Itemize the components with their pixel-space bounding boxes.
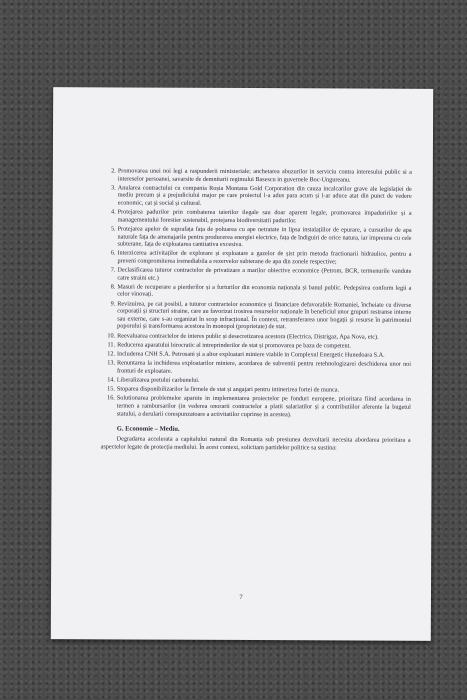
list-item-text: Liberalizarea pretului carbunelui.: [116, 376, 200, 384]
list-item-number: 6.: [110, 249, 116, 257]
list-item: [102, 225, 412, 249]
list-item: [101, 283, 411, 300]
list-item-number: 3.: [111, 184, 116, 192]
list-item-number: 13.: [107, 359, 116, 367]
list-item-text: Reducerea aparatului birocratic al intreprinderilor de stat și promovarea pe baza de competent.: [117, 341, 351, 350]
list-item-text: Masuri de recuperare a pierderilor și a furturilor din economia naționala și banul public. Pedepsirea conform legii a celor vinovați.: [117, 283, 412, 299]
section-paragraph: Degradarea accelerata a capitalului natural din Romania sub presiunea dezvoltarii necesita abordarea prioritara a aspectelor legate de protecția mediului. În acest context, solicitam partidelor politice sa sustina:: [100, 435, 411, 452]
list-item: [101, 395, 411, 419]
list-item-text: Renuntarea la inchiderea exploatarilor miniere, acordarea de subventii pentru retehnologizarei deschiderea unor noi fronturi de exploatare.: [116, 359, 412, 375]
list-item: [101, 266, 411, 283]
list-item-text: Revizuirea, pe cat posibil, a tuturor contractelor economice și financiare defavorabile Romaniei, încheiate cu diverse corporații și structuri straine, care au favorizat irosirea resurselor naționale în beneficiul unor grupuri restranse interne sau externe, care s-au organizat în scop infracțional. În context, retransferarea unor bogații și resurse în patrimoniul poporului și transformarea acestora în monopol (proprietate) de stat.: [117, 300, 412, 331]
list-item-text: Protejarea padurilor prin combaterea taierilor ilegale sau doar aparent legale, promovarea impaduririlor și a managementului forestier sustenabil, protejarea biodiversitatii padurilor.: [117, 208, 412, 224]
list-item-text: Reevaluarea contractelor de interes public și desecretizarea acestora (Electrica, Distrigaz, Apa Nova, etc).: [117, 332, 379, 341]
list-item-number: 9.: [110, 300, 116, 308]
list-item-number: 10.: [107, 332, 116, 340]
list-item-number: 2.: [111, 167, 116, 175]
list-item-number: 5.: [110, 225, 116, 233]
list-item-text: Solutionarea problemelor aparute in implementarea proiectelor pe fonduri europene, prioritara fiind acordarea in termen a rambursarilor (in vederea onorarii contractelor a platii salariatilor și a contributiilor aferente la bugetul statului, a derularii corespunzatoare a activitatilor cuprinse in acestea).: [116, 394, 411, 418]
list-item-text: Interzicerea activitaților de explorare și exploatare a gazelor de șist prin metoda fractionarii hidraulice, pentru a preveni compromiterea iremediabila a rezervelor subterane de apa din zonele respective;: [117, 249, 412, 266]
page-number: 7: [239, 593, 243, 602]
list-item-text: Includerea CNH S.A. Petrosani și a altor exploatari miniere viabile in Complexul Energetic Hunedoara S.A.: [117, 350, 385, 359]
demands-list: [101, 167, 412, 418]
list-item-number: 15.: [107, 385, 115, 393]
list-item-number: 8.: [110, 283, 116, 291]
list-item: [101, 360, 411, 377]
list-item: [101, 350, 411, 359]
list-item: [101, 376, 411, 385]
list-item-number: 12.: [107, 350, 116, 358]
paper-sheet: [51, 87, 433, 641]
list-item-text: Protejarea apelor de suprafața fața de poluarea cu ape netratate in lipsa instalațiilor de epurare, a cursurilor de apa naturale fața de amenajarile pentru producerea energiei electrice, fața de îndiguiri de orice natura, iar impreuna cu cele subterane, fața de exploatarea cantitativa excesiva.: [117, 225, 412, 249]
list-item: [101, 300, 411, 332]
list-item-text: Promovarea unei noi legi a raspunderii ministeriale; anchetarea abuzurilor in serviciu contra interesului public si a intereselor persoanei, savarsite de demnitarii regimului Basescu in guvernele Boc-Ungureanu.: [117, 167, 412, 184]
list-item-number: 14.: [107, 376, 115, 384]
list-item: [102, 184, 412, 208]
list-item-text: Stoparea disponibilizarilor la firmele de stat și angajari pentru intinerirea fortei de munca.: [116, 385, 340, 394]
list-item: [101, 250, 411, 267]
list-item-number: 11.: [107, 341, 116, 349]
document-content: [101, 167, 412, 452]
list-item: [102, 209, 412, 226]
list-item: [101, 332, 411, 341]
list-item-number: 4.: [111, 208, 116, 216]
list-item-number: 7.: [110, 266, 116, 274]
list-item-number: 16.: [107, 394, 115, 402]
list-item: [101, 386, 411, 395]
section-title: G. Economie – Mediu.: [116, 425, 180, 433]
list-item: [102, 167, 412, 184]
list-item-text: Anularea contractului cu compania Roșia Montana Gold Corporation din cauza incalcarilor grave ale legislației de mediu precum și a prejudiciului major pe care proiectul l-a adus para acum și l-ar aduce atat din punct de vedere economic, cat și social și cultural.: [117, 184, 412, 207]
list-item: [101, 341, 411, 350]
list-item-text: Declasificarea tuturor contractelor de privatizare a marilor obiective economice (Petrom, BCR, termenurile vandute catre straini etc.): [117, 266, 412, 282]
